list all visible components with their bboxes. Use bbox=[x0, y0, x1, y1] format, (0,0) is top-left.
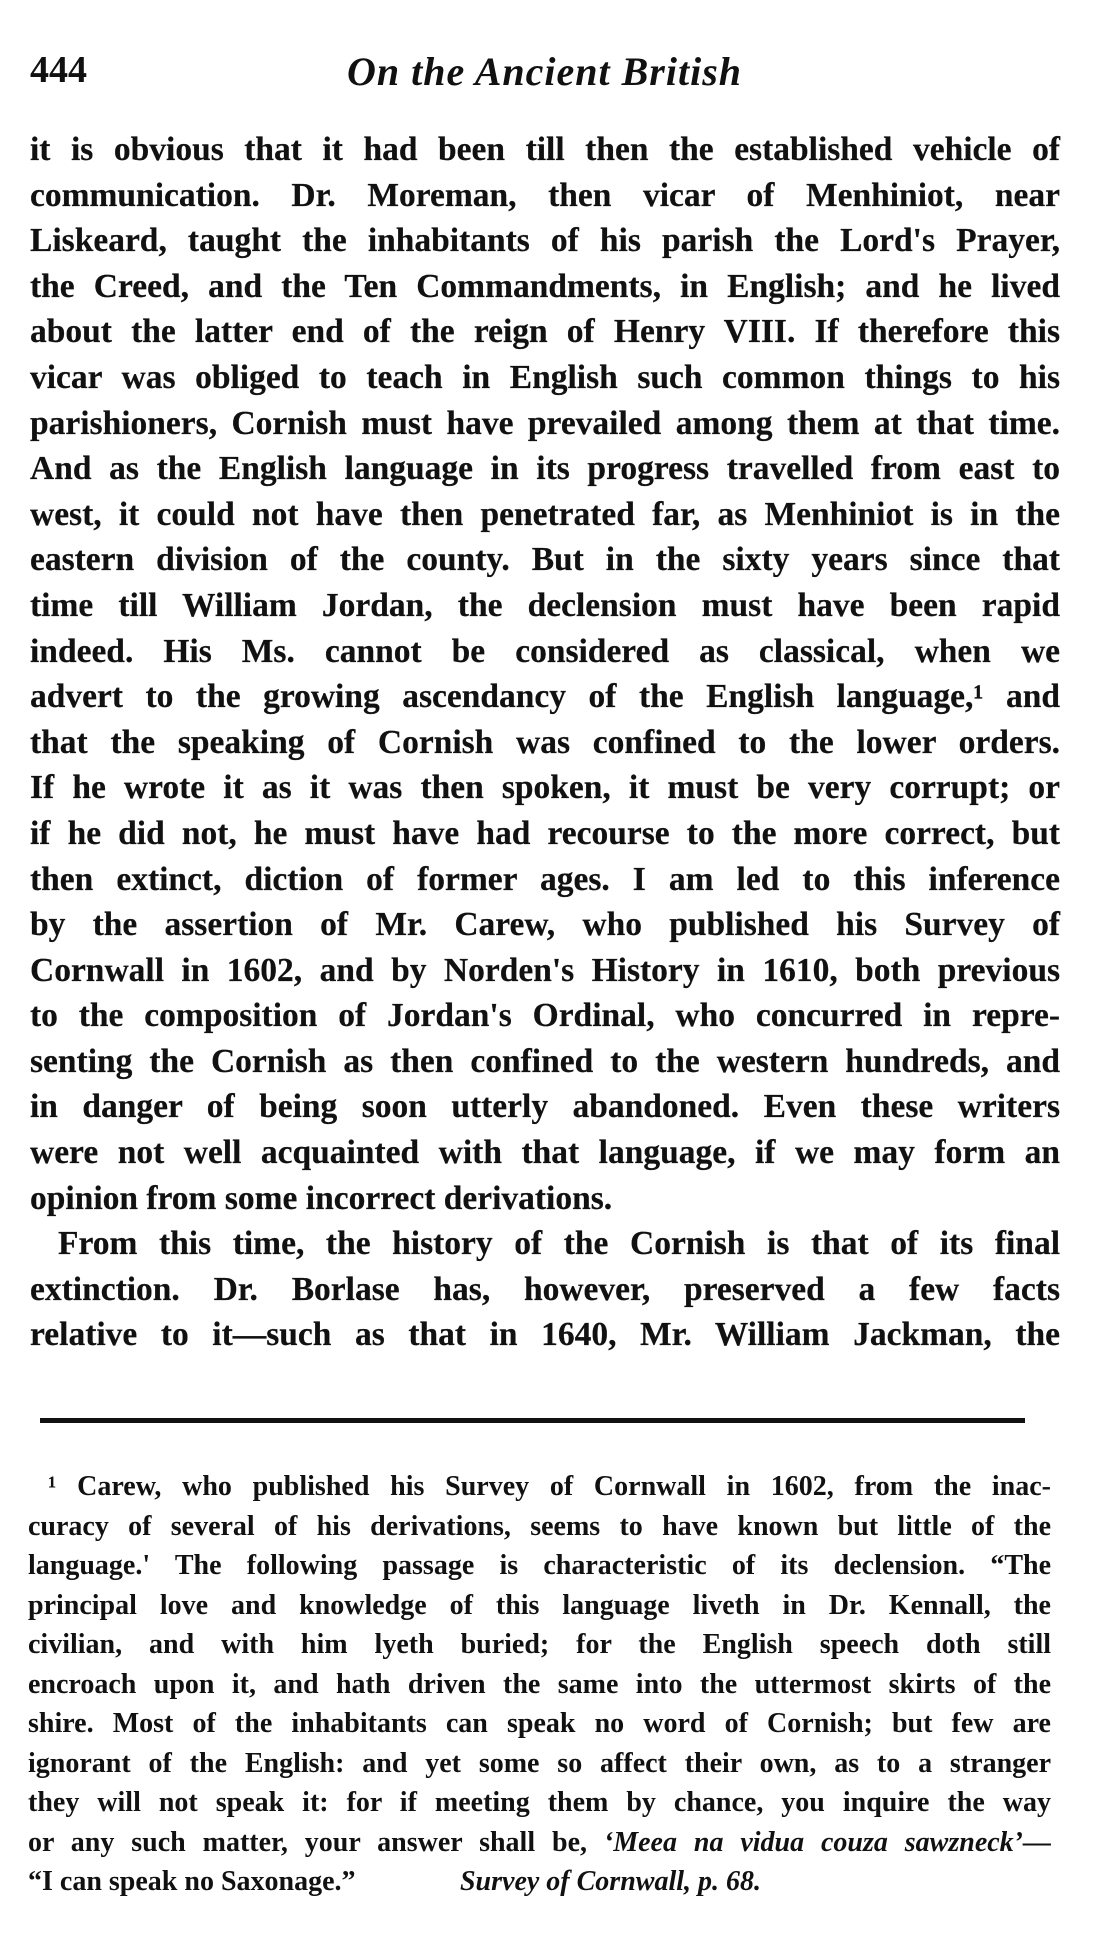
body-line: relative to it—such as that in 1640, Mr. William Jackman, the bbox=[30, 1316, 1060, 1354]
body-line: extinction. Dr. Borlase has, however, preserved a few facts bbox=[30, 1270, 1060, 1308]
body-line: From this time, the history of the Cornish is that of its final bbox=[58, 1225, 1060, 1263]
body-line: Cornwall in 1602, and by Norden's History in 1610, both previous bbox=[30, 951, 1060, 989]
body-line: opinion from some incorrect derivations. bbox=[30, 1179, 613, 1217]
body-line: If he wrote it as it was then spoken, it must be very corrupt; or bbox=[30, 769, 1060, 807]
body-line: Liskeard, taught the inhabitants of his parish the Lord's Prayer, bbox=[30, 222, 1060, 260]
footnote-line: principal love and knowledge of this language liveth in Dr. Kennall, the bbox=[28, 1589, 1051, 1621]
footnote-line bbox=[28, 1823, 1051, 1863]
footnote-divider bbox=[40, 1418, 1025, 1423]
body-line: were not well acquainted with that language, if we may form an bbox=[30, 1134, 1060, 1172]
footnote-line: encroach upon it, and hath driven the same into the uttermost skirts of the bbox=[28, 1668, 1051, 1700]
footnote-line: language.' The following passage is characteristic of its declension. “The bbox=[28, 1550, 1051, 1581]
body-line: by the assertion of Mr. Carew, who published his Survey of bbox=[30, 906, 1060, 944]
body-line: communication. Dr. Moreman, then vicar of Menhiniot, near bbox=[30, 176, 1060, 214]
footnote-line bbox=[28, 1862, 1051, 1902]
body-line: then extinct, diction of former ages. I am led to this inference bbox=[30, 860, 1060, 898]
footnote-text: or any such matter, your answer shall be, bbox=[28, 1826, 604, 1858]
body-line: eastern division of the county. But in the sixty years since that bbox=[30, 541, 1060, 579]
body-line: advert to the growing ascendancy of the English language,¹ and bbox=[30, 678, 1060, 716]
body-line: indeed. His Ms. cannot be considered as classical, when we bbox=[30, 632, 1060, 670]
footnote-line: they will not speak it: for if meeting them by chance, you inquire the way bbox=[28, 1787, 1051, 1818]
footnote-source: Survey of Cornwall, p. 68. bbox=[459, 1866, 761, 1897]
body-line: the Creed, and the Ten Commandments, in English; and he lived bbox=[30, 267, 1060, 305]
body-line: it is obvious that it had been till then the established vehicle of bbox=[30, 131, 1060, 168]
translation-quote: “I can speak no Saxonage.” bbox=[28, 1866, 356, 1897]
body-line: parishioners, Cornish must have prevailed among them at that time. bbox=[30, 404, 1060, 442]
footnote-line: shire. Most of the inhabitants can speak no word of Cornish; but few are bbox=[28, 1708, 1051, 1739]
body-line: about the latter end of the reign of Henry VIII. If therefore this bbox=[30, 313, 1060, 351]
body-line: west, it could not have then penetrated far, as Menhiniot is in the bbox=[30, 495, 1060, 533]
body-line: And as the English language in its progress travelled from east to bbox=[30, 450, 1060, 488]
running-title: On the Ancient British bbox=[346, 49, 743, 94]
body-line: to the composition of Jordan's Ordinal, who concurred in repre- bbox=[30, 997, 1060, 1035]
body-line: in danger of being soon utterly abandoned. Even these writers bbox=[30, 1088, 1060, 1126]
body-line: if he did not, he must have had recourse to the more correct, but bbox=[30, 814, 1060, 852]
page-header bbox=[30, 48, 1059, 104]
footnote-line: ignorant of the English: and yet some so affect their own, as to a stranger bbox=[28, 1747, 1051, 1779]
cornish-quote: ‘Meea na vidua couza sawzneck’— bbox=[603, 1826, 1052, 1858]
body-line: that the speaking of Cornish was confined to the lower orders. bbox=[30, 723, 1060, 761]
body-line: time till William Jordan, the declension must have been rapid bbox=[30, 586, 1060, 624]
footnote-line: ¹ Carew, who published his Survey of Cornwall in 1602, from the inac- bbox=[48, 1471, 1051, 1502]
page-number: 444 bbox=[30, 49, 87, 91]
body-line: vicar was obliged to teach in English such common things to his bbox=[30, 358, 1060, 396]
footnote-line: civilian, and with him lyeth buried; for the English speech doth still bbox=[28, 1629, 1051, 1660]
footnote-line: curacy of several of his derivations, seems to have known but little of the bbox=[28, 1510, 1051, 1542]
body-text bbox=[30, 127, 1060, 1358]
footnote bbox=[28, 1467, 1051, 1902]
body-line: senting the Cornish as then confined to the western hundreds, and bbox=[30, 1042, 1060, 1080]
